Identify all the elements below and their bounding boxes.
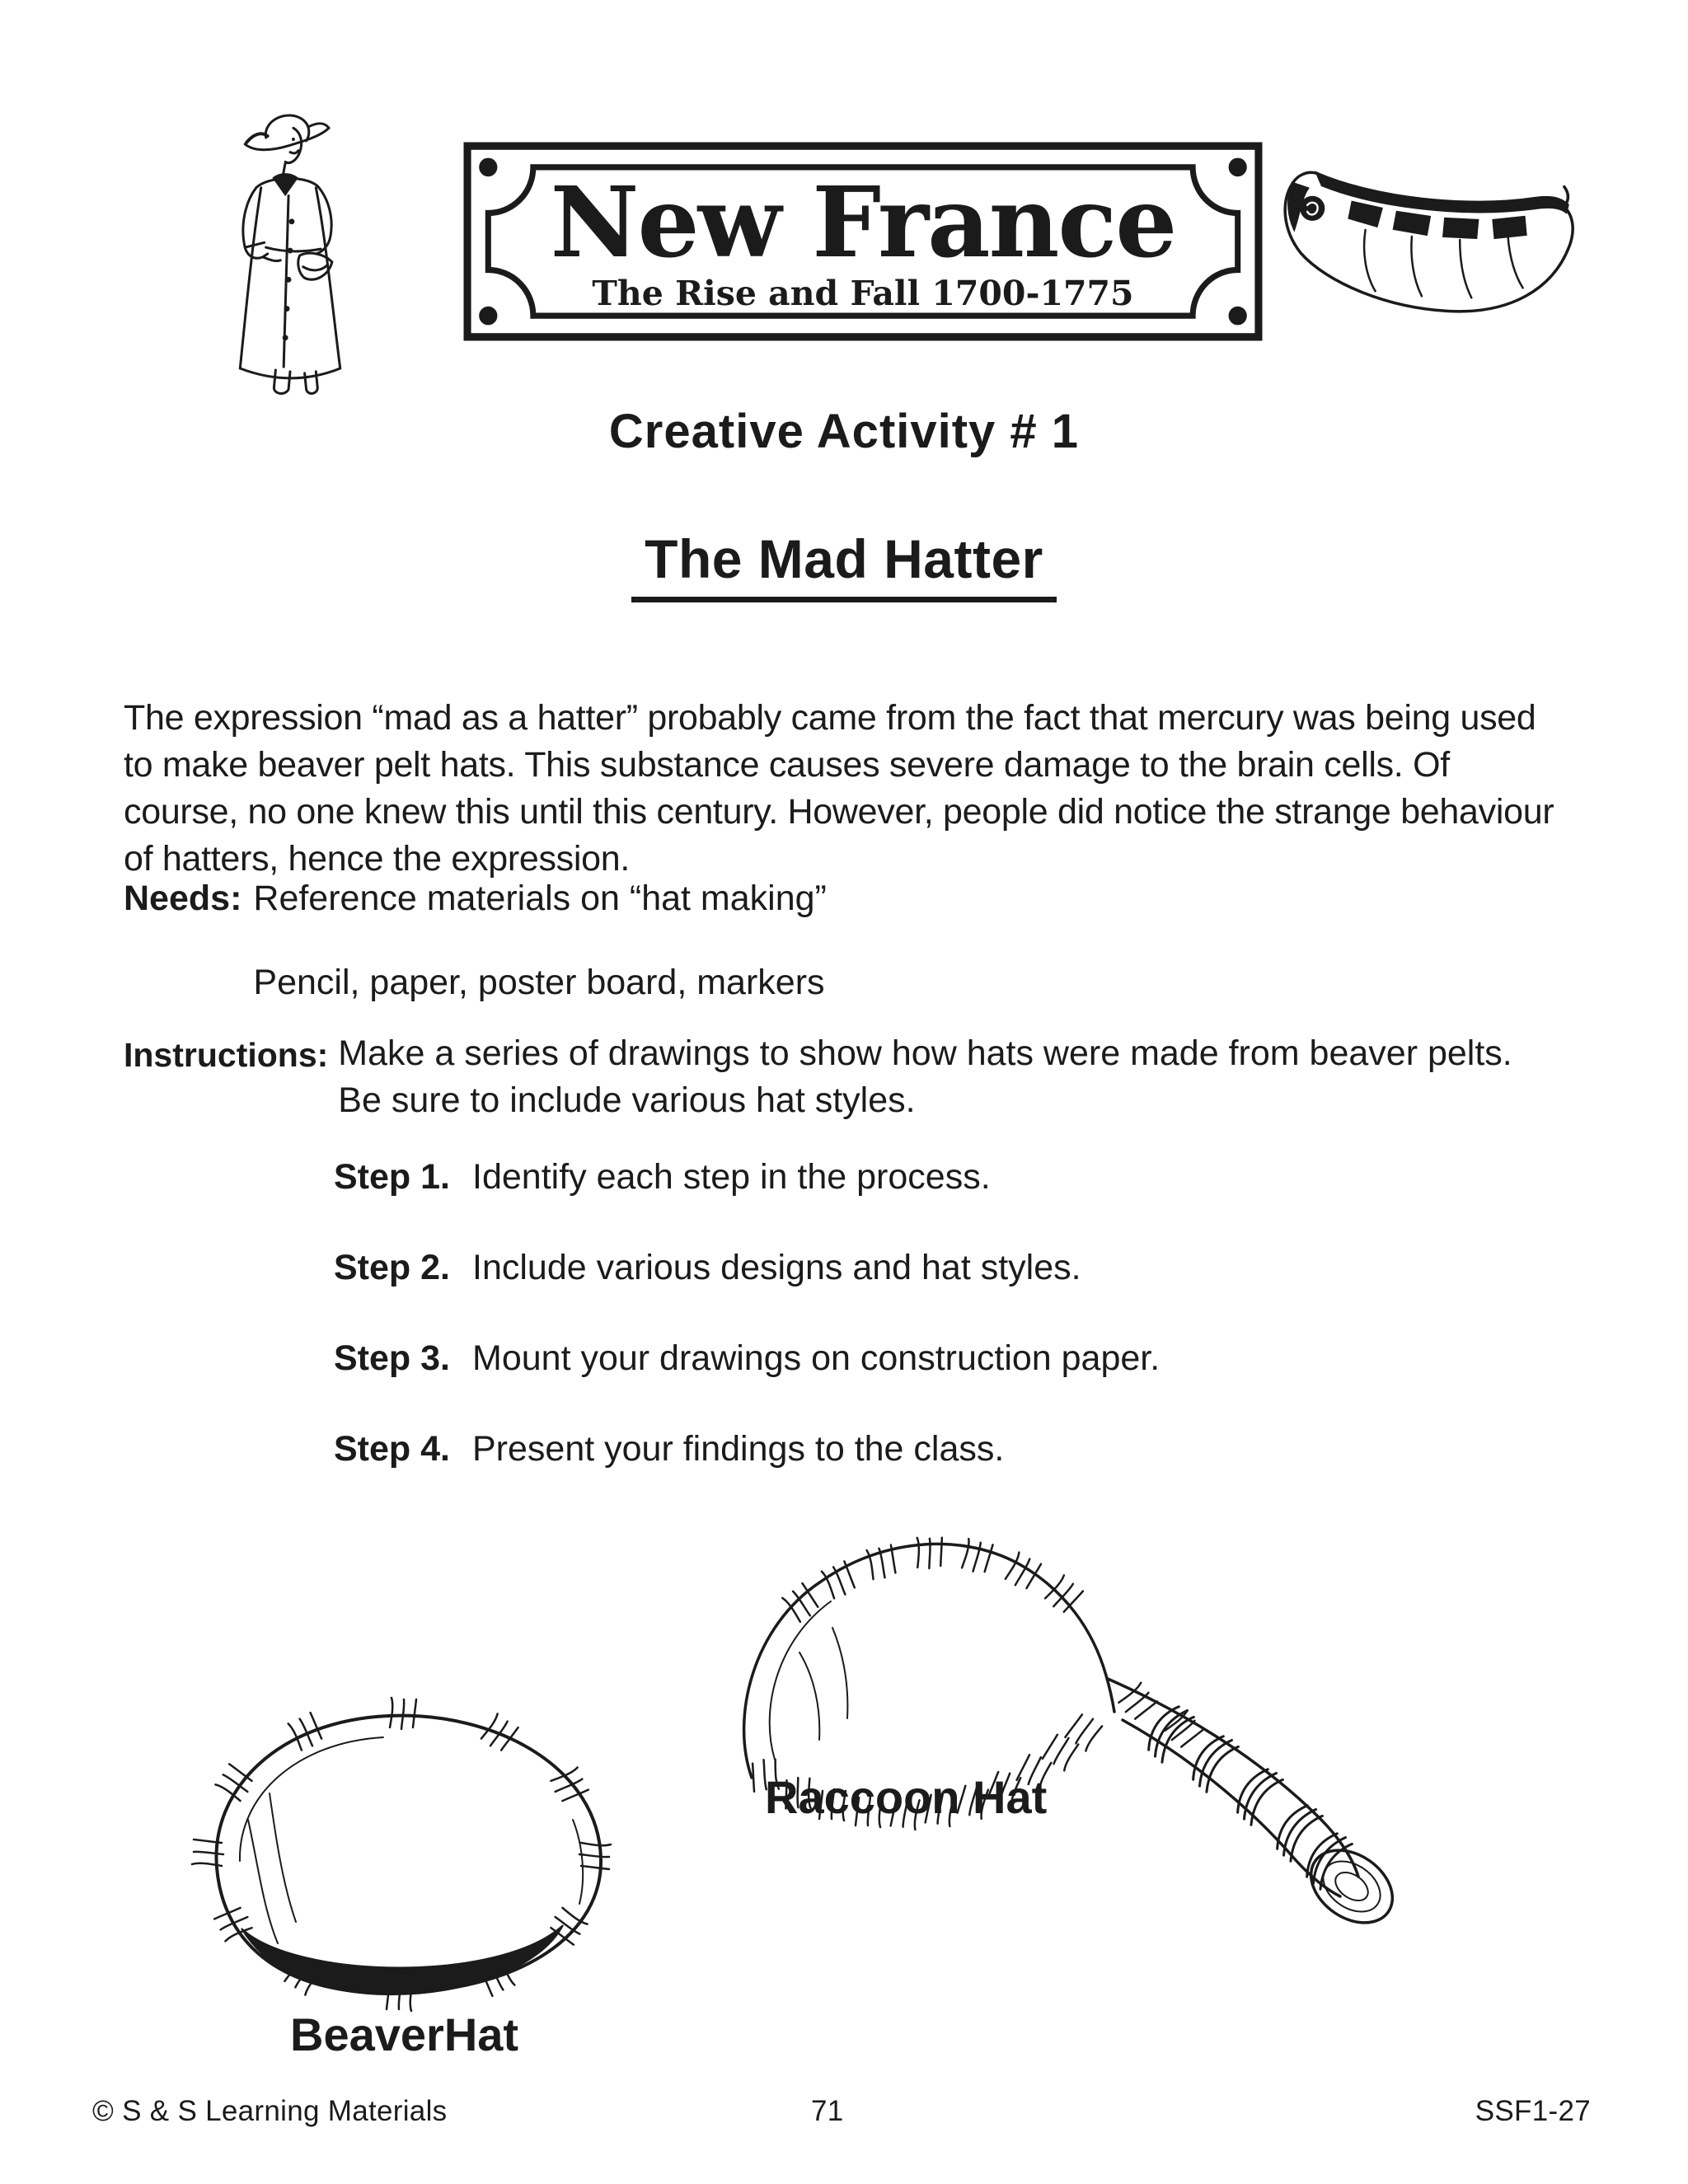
step-label: Step 3. [334, 1338, 450, 1378]
needs-label: Needs: [124, 879, 242, 918]
needs-item: Pencil, paper, poster board, markers [253, 963, 825, 1002]
footer-code: SSF1-27 [1475, 2095, 1591, 2127]
step-label: Step 4. [334, 1429, 450, 1469]
banner-title: New France [550, 164, 1176, 279]
page-title: The Mad Hatter [631, 527, 1057, 602]
footer-copyright: © S & S Learning Materials [92, 2095, 448, 2127]
step-row [334, 1154, 991, 1201]
step-label: Step 1. [334, 1157, 450, 1197]
step-label: Step 2. [334, 1248, 450, 1287]
footer-page-number: 71 [811, 2095, 844, 2127]
step-row [334, 1244, 1081, 1291]
needs-item: Reference materials on “hat making” [253, 879, 827, 918]
canoe-illustration [1276, 150, 1582, 333]
step-text: Present your findings to the class. [472, 1429, 1005, 1469]
intro-paragraph: The expression “mad as a hatter” probably came from the fact that mercury was being used to make beaver pelt hats. This substance causes severe damage to the brain cells. Of course, no one knew this until this century. However, people did notice the strange behaviour of hatters, hence the expression. [124, 698, 1554, 879]
step-row [334, 1426, 1004, 1473]
instructions-section [124, 1030, 1529, 1124]
instructions-label: Instructions: [124, 1036, 329, 1074]
step-text: Include various designs and hat styles. [472, 1248, 1081, 1287]
raccoon-hat-illustration [676, 1504, 1426, 1966]
activity-heading: Creative Activity # 1 [608, 405, 1080, 458]
beaver-hat-label: BeaverHat [290, 2008, 519, 2060]
beaver-hat-illustration [177, 1688, 639, 2026]
needs-section [124, 875, 827, 1006]
banner-subtitle: The Rise and Fall 1700-1775 [592, 274, 1134, 314]
step-text: Identify each step in the process. [472, 1157, 991, 1197]
step-text: Mount your drawings on construction paper. [472, 1338, 1160, 1378]
banner [463, 142, 1263, 341]
raccoon-hat-label: Raccoon Hat [765, 1771, 1048, 1823]
instructions-text: Make a series of drawings to show how hats were made from beaver pelts. Be sure to include various hat styles. [338, 1033, 1512, 1120]
hatter-figure-illustration [221, 101, 359, 407]
step-row [334, 1335, 1160, 1382]
